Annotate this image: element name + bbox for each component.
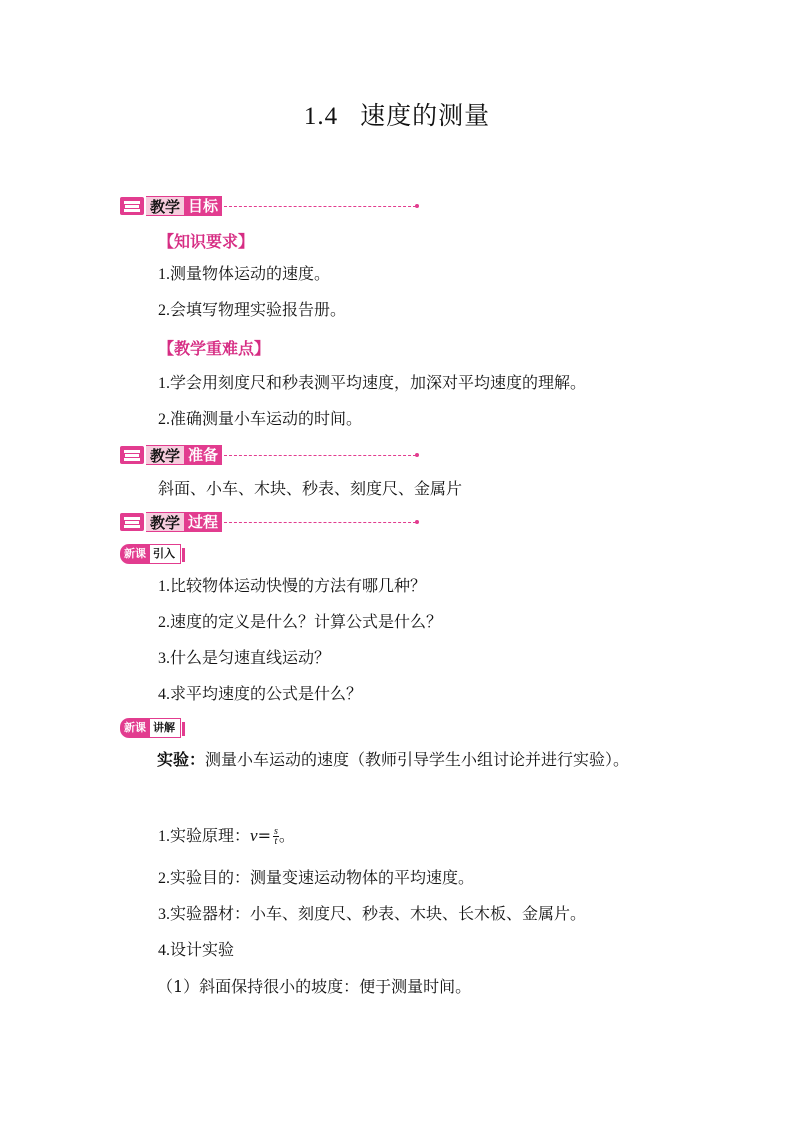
preparation-materials: 斜面、小车、木块、秒表、刻度尺、金属片 — [158, 479, 463, 498]
books-icon — [120, 197, 144, 215]
title-number: 1.4 — [303, 103, 339, 130]
experiment-text: 测量小车运动的速度（教师引导学生小组讨论并进行实验）。 — [205, 750, 630, 769]
list-item: 1.测量物体运动的速度。 — [158, 264, 331, 283]
list-item: 2.准确测量小车运动的时间。 — [158, 409, 363, 428]
books-icon — [120, 446, 144, 464]
list-item: 3.实验器材：小车、刻度尺、秒表、木块、长木板、金属片。 — [158, 904, 587, 923]
experiment-label: 实验： — [157, 750, 206, 769]
experiment-paragraph — [117, 742, 672, 778]
list-item: 3.什么是匀速直线运动？ — [158, 648, 331, 667]
list-item: 2.速度的定义是什么？计算公式是什么？ — [158, 612, 443, 631]
list-item: 4.设计实验 — [158, 940, 235, 959]
section-label-main: 教学 — [146, 196, 184, 216]
badge-intro: 新课 引入 — [120, 544, 181, 564]
books-icon — [120, 513, 144, 531]
formula-fraction: $\frac{s}{t}$ — [273, 826, 278, 847]
section-divider — [224, 522, 416, 523]
section-divider — [224, 455, 416, 456]
section-header-objectives — [120, 196, 416, 216]
list-item: 2.会填写物理实验报告册。 — [158, 300, 347, 319]
section-header-process — [120, 512, 416, 532]
title-text: 速度的测量 — [360, 101, 491, 130]
section-label-main: 教学 — [146, 445, 184, 465]
key-points-heading: 【教学重难点】 — [158, 339, 271, 358]
knowledge-heading: 【知识要求】 — [158, 232, 255, 251]
section-divider — [224, 206, 416, 207]
formula-v: v — [250, 826, 258, 845]
list-item: 4.求平均速度的公式是什么？ — [158, 684, 363, 703]
list-item: 1.学会用刻度尺和秒表测平均速度，加深对平均速度的理解。 — [158, 373, 587, 392]
section-header-preparation — [120, 445, 416, 465]
list-item: 1.比较物体运动快慢的方法有哪几种？ — [158, 576, 427, 595]
page-title — [0, 96, 794, 132]
section-label-accent: 目标 — [184, 196, 222, 216]
badge-explain: 新课 讲解 — [120, 718, 181, 738]
section-label-main: 教学 — [146, 512, 184, 532]
section-label-accent: 过程 — [184, 512, 222, 532]
principle-item: 1.实验原理：v= $\frac{s}{t}$ 。 — [158, 826, 295, 847]
design-step-1: （1）斜面保持很小的坡度：便于测量时间。 — [157, 977, 472, 996]
list-item: 2.实验目的：测量变速运动物体的平均速度。 — [158, 868, 475, 887]
section-label-accent: 准备 — [184, 445, 222, 465]
